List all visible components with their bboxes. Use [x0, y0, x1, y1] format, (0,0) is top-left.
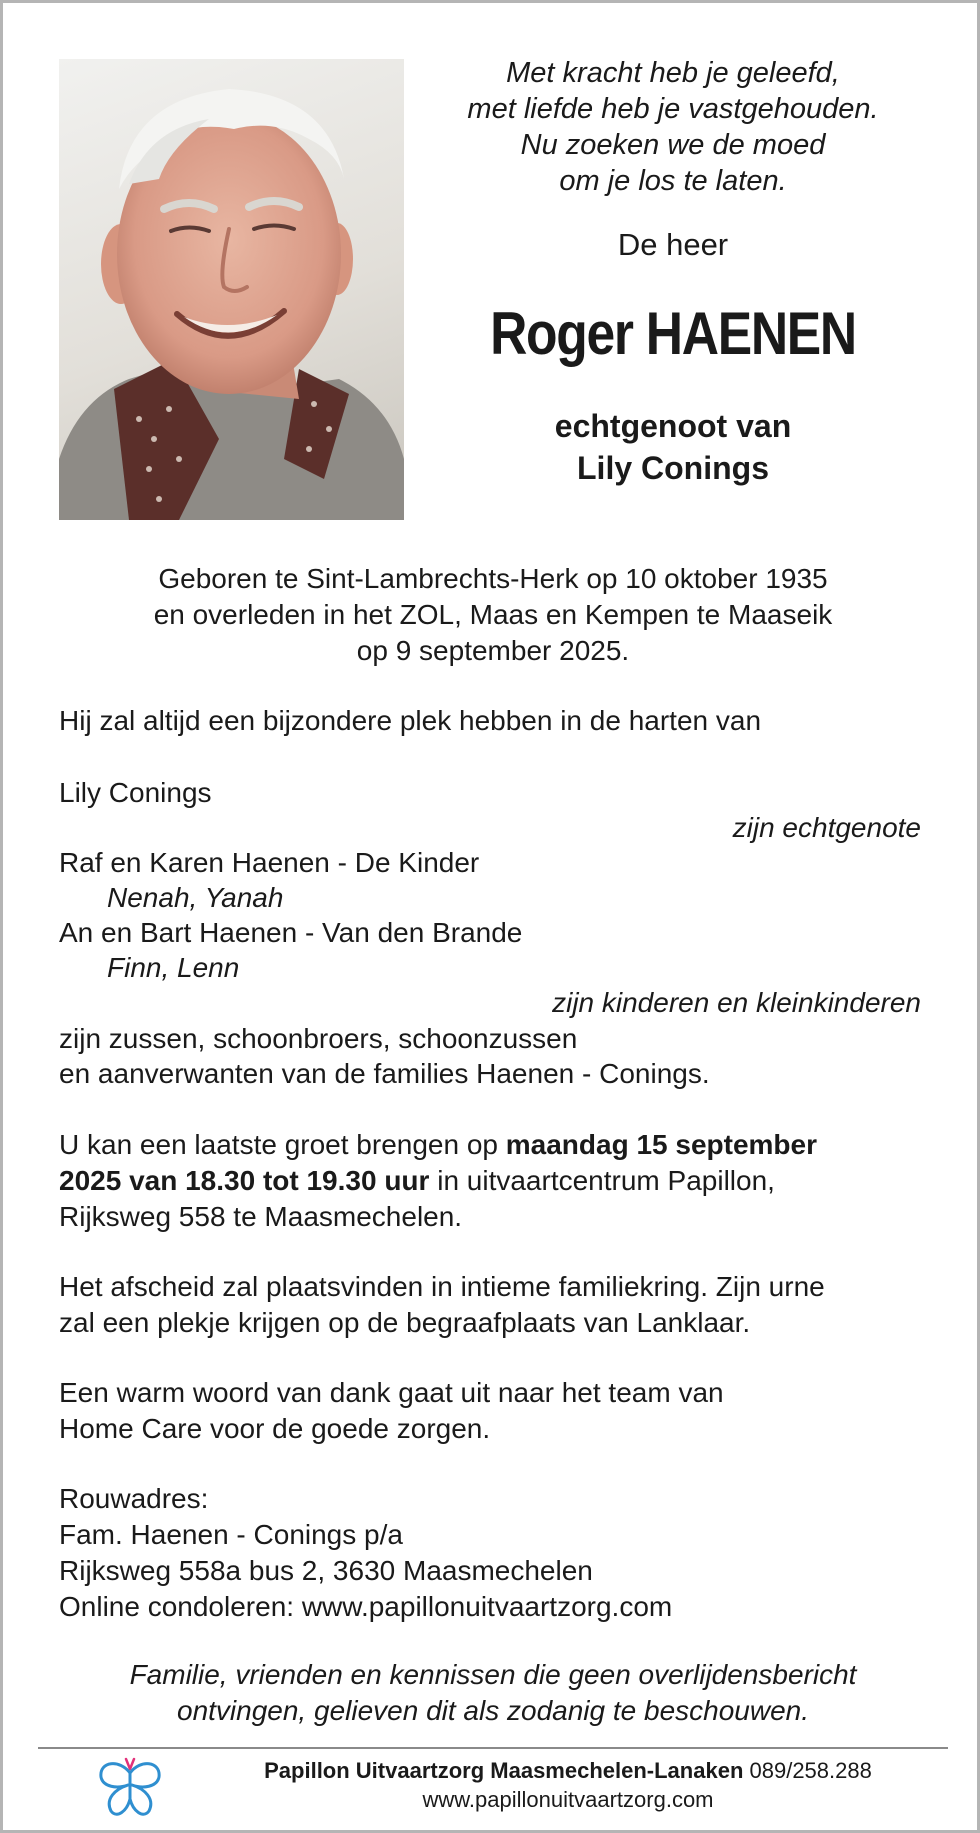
family-grandchildren-1: Nenah, Yanah [107, 882, 284, 913]
funeral-home-name: Papillon Uitvaartzorg Maasmechelen-Lanaken [264, 1758, 744, 1783]
spouse-relation: echtgenoot van [554, 408, 792, 444]
honorific-title: De heer [617, 227, 729, 262]
spouse-block [423, 405, 923, 489]
visitation-time: 2025 van 18.30 tot 19.30 uur [59, 1165, 430, 1196]
portrait-illustration [59, 59, 404, 520]
poem-line: om je los te laten. [559, 165, 787, 197]
footer-company-line [178, 1756, 958, 1785]
funeral-home-website: www.papillonuitvaartzorg.com [422, 1787, 714, 1812]
visitation-line-1 [59, 1127, 927, 1163]
farewell-line: zal een plekje krijgen op de begraafplaats van Lanklaar. [59, 1307, 751, 1338]
birth-line: Geboren te Sint-Lambrechts-Herk op 10 oktober 1935 [158, 563, 828, 594]
visitation-date: maandag 15 september [505, 1129, 818, 1160]
death-line: en overleden in het ZOL, Maas en Kempen te Maaseik [153, 599, 833, 630]
visitation-info [59, 1127, 927, 1235]
thanks-line: Home Care voor de goede zorgen. [59, 1413, 491, 1444]
birth-death-info [59, 561, 927, 669]
family-others-2: en aanverwanten van de families Haenen - Conings. [59, 1058, 710, 1089]
visitation-location: in uitvaartcentrum Papillon, [429, 1165, 775, 1196]
poem-line: Nu zoeken we de moed [520, 129, 826, 161]
footer-divider [38, 1747, 948, 1749]
family-intro: Hij zal altijd een bijzondere plek hebben in de harten van [59, 705, 762, 736]
family-spouse-name: Lily Conings [59, 777, 212, 808]
thanks-info [59, 1375, 927, 1447]
family-child-2: An en Bart Haenen - Van den Brande [59, 917, 523, 948]
thanks-line: Een warm woord van dank gaat uit naar het team van [59, 1377, 724, 1408]
address-line: Fam. Haenen - Conings p/a [59, 1519, 403, 1550]
address-line: Rijksweg 558a bus 2, 3630 Maasmechelen [59, 1555, 593, 1586]
visitation-line-2 [59, 1163, 927, 1199]
funeral-home-phone: 089/258.288 [743, 1758, 872, 1783]
family-spouse-role: zijn echtgenote [732, 812, 921, 843]
family-child-1: Raf en Karen Haenen - De Kinder [59, 847, 480, 878]
death-date-line: op 9 september 2025. [356, 635, 630, 666]
memorial-poem [423, 55, 923, 199]
closing-line: ontvingen, gelieven dit als zodanig te beschouwen. [177, 1695, 809, 1726]
deceased-name: Roger HAENEN [490, 300, 856, 367]
farewell-line: Het afscheid zal plaatsvinden in intieme familiekring. Zijn urne [59, 1271, 825, 1302]
family-grandchildren-2: Finn, Lenn [107, 952, 240, 983]
closing-note [59, 1657, 927, 1729]
portrait-photo [59, 59, 404, 520]
mourning-address [59, 1481, 927, 1625]
visitation-address: Rijksweg 558 te Maasmechelen. [59, 1201, 463, 1232]
butterfly-logo-icon [95, 1755, 165, 1821]
spouse-name: Lily Conings [577, 450, 769, 486]
poem-line: Met kracht heb je geleefd, [506, 57, 840, 89]
family-others-1: zijn zussen, schoonbroers, schoonzussen [59, 1023, 578, 1054]
farewell-info [59, 1269, 927, 1341]
family-children-role: zijn kinderen en kleinkinderen [552, 987, 921, 1018]
address-heading: Rouwadres: [59, 1483, 209, 1514]
visitation-prefix: U kan een laatste groet brengen op [59, 1129, 506, 1160]
funeral-home-footer [178, 1756, 958, 1814]
closing-line: Familie, vrienden en kennissen die geen overlijdensbericht [129, 1659, 857, 1690]
online-condolence: Online condoleren: www.papillonuitvaartzorg.com [59, 1591, 673, 1622]
poem-line: met liefde heb je vastgehouden. [467, 93, 879, 125]
